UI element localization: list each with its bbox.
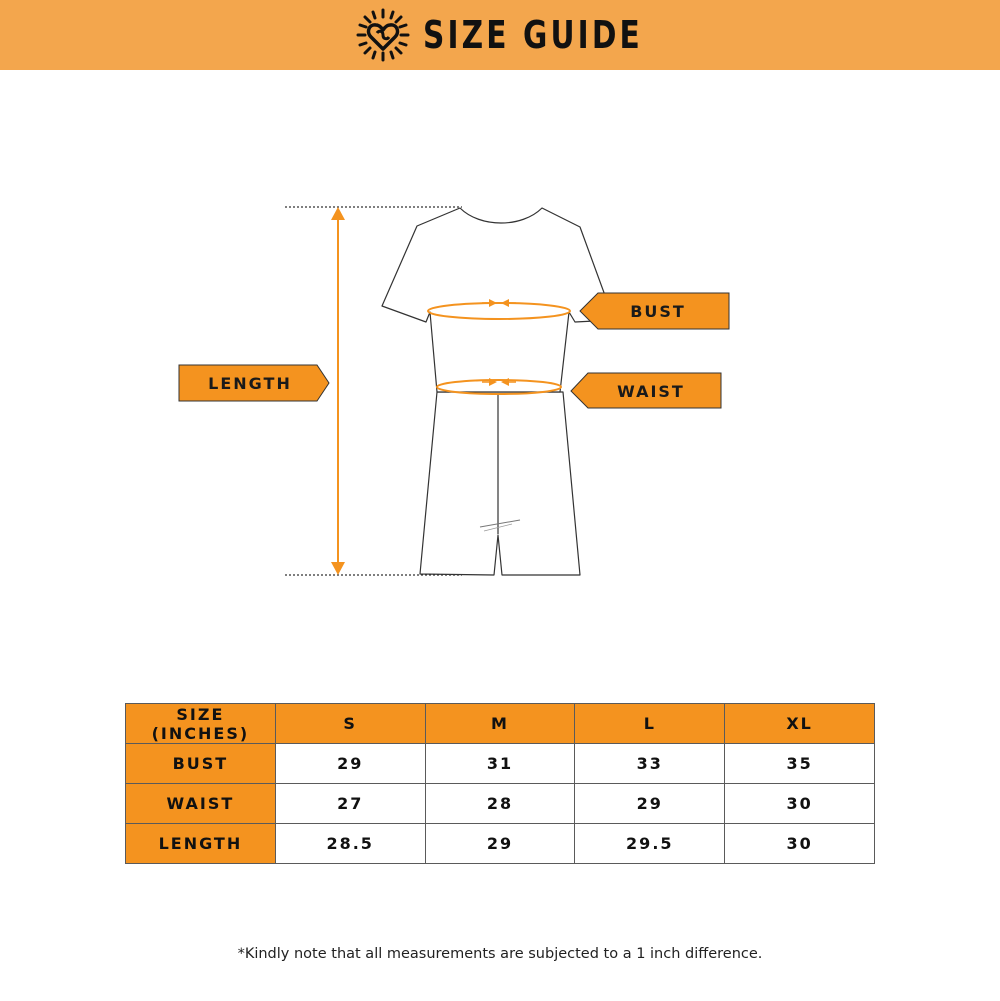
size-table <box>125 703 875 864</box>
waist-label: WAIST <box>617 382 685 401</box>
length-label-tag <box>179 365 329 401</box>
table-header-row <box>126 704 875 744</box>
table-cell: 29.5 <box>575 824 725 864</box>
table-cell: 28 <box>425 784 575 824</box>
waist-label-tag <box>571 373 721 408</box>
table-cell: 35 <box>725 744 875 784</box>
table-cell: 27 <box>275 784 425 824</box>
table-header-cell: M <box>425 704 575 744</box>
length-label: LENGTH <box>208 374 292 393</box>
table-header-cell: XL <box>725 704 875 744</box>
table-cell: 30 <box>725 824 875 864</box>
table-cell: 29 <box>575 784 725 824</box>
table-cell: 28.5 <box>275 824 425 864</box>
page-title: SIZE GUIDE <box>423 13 643 57</box>
row-label: WAIST <box>126 784 276 824</box>
table-header-cell: SIZE (INCHES) <box>126 704 276 744</box>
measurement-note: *Kindly note that all measurements are subjected to a 1 inch difference. <box>237 946 763 962</box>
romper-bodice <box>382 208 614 392</box>
table-row <box>126 824 875 864</box>
row-label: LENGTH <box>126 824 276 864</box>
table-cell: 29 <box>425 824 575 864</box>
table-header-cell: S <box>275 704 425 744</box>
table-cell: 29 <box>275 744 425 784</box>
bust-label-tag <box>580 293 729 329</box>
bust-label: BUST <box>630 302 686 321</box>
table-cell: 33 <box>575 744 725 784</box>
table-row <box>126 744 875 784</box>
row-label: BUST <box>126 744 276 784</box>
table-header-cell: L <box>575 704 725 744</box>
romper-shorts <box>420 392 580 575</box>
table-cell: 31 <box>425 744 575 784</box>
table-row <box>126 784 875 824</box>
table-cell: 30 <box>725 784 875 824</box>
